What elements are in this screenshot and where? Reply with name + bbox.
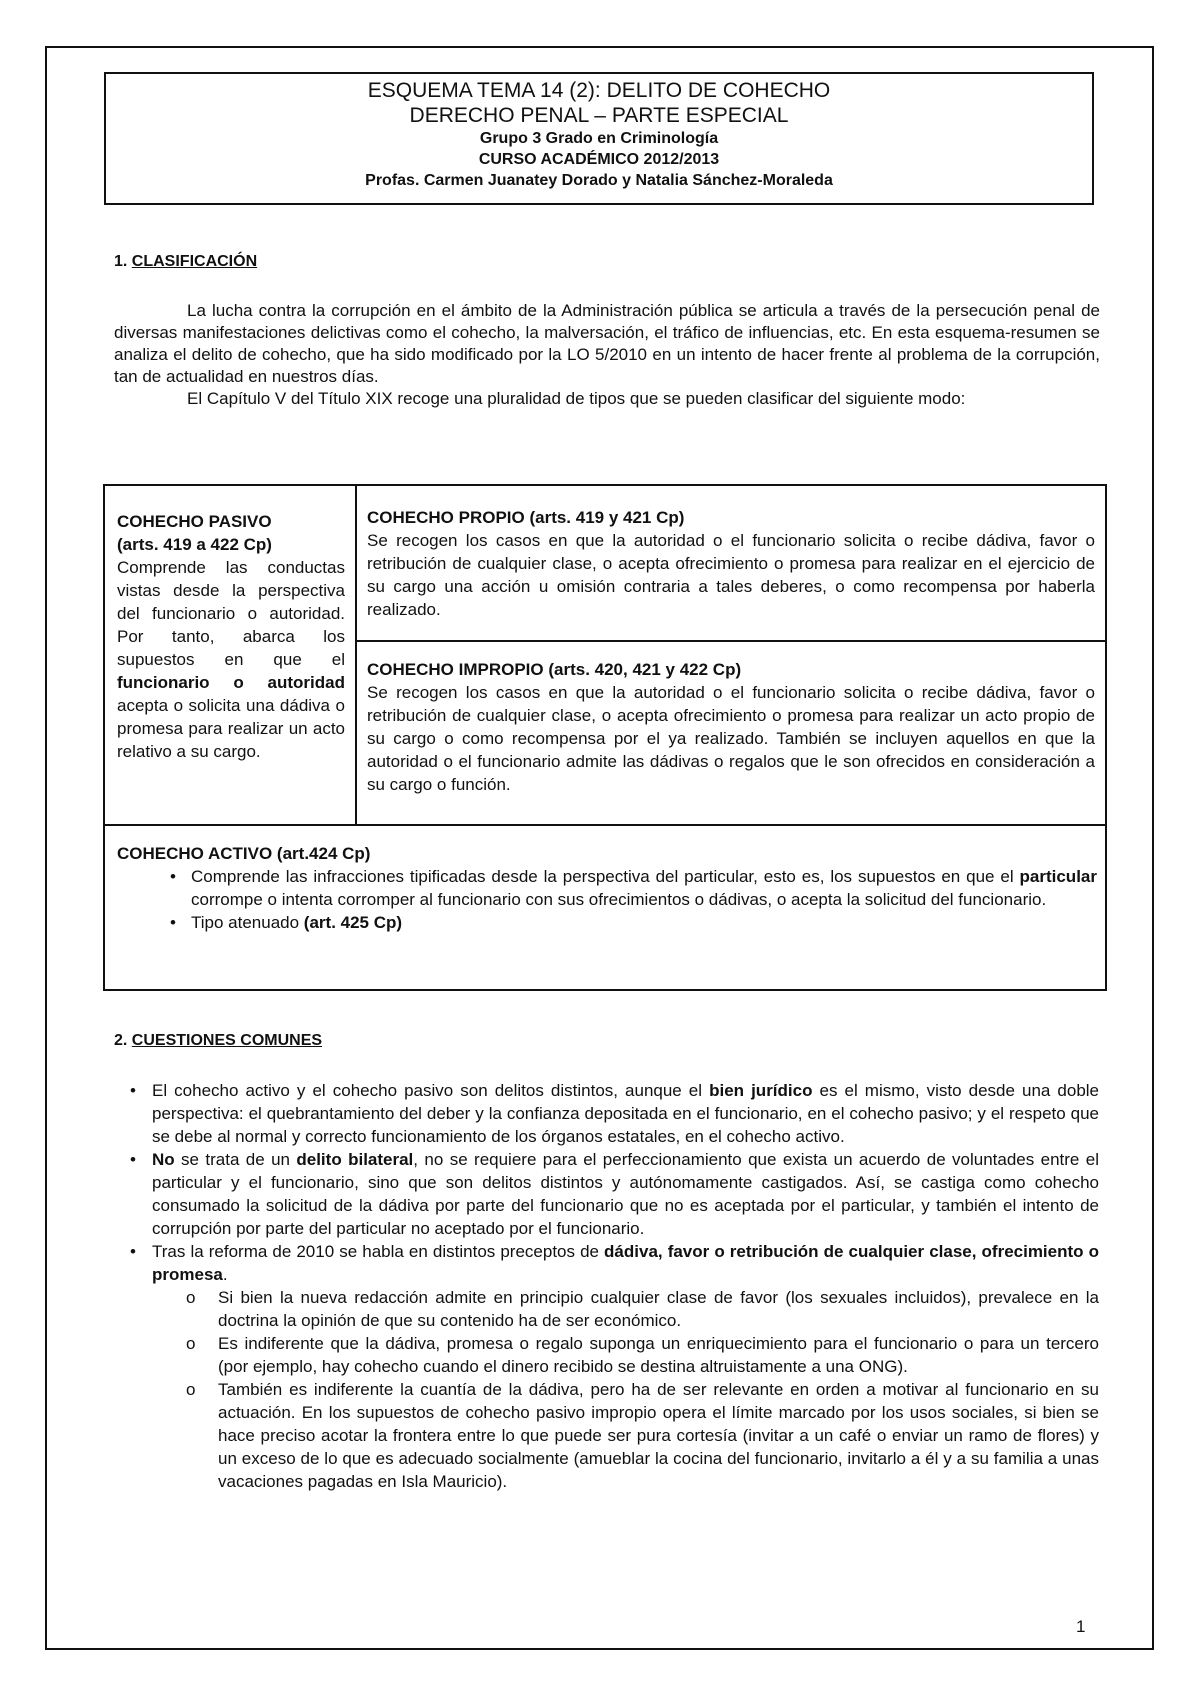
section-2-list (114, 1079, 1099, 1286)
section-1-body (114, 300, 1100, 410)
sub-bullet-icon: o (186, 1288, 196, 1307)
list-item (114, 1079, 1099, 1148)
pasivo-title: COHECHO PASIVO (117, 512, 272, 531)
activo-list (117, 865, 1097, 934)
s2-b2-b: , no se requiere para el perfeccionamiento que exista un acuerdo de voluntades entre el particular y el funcionario, sino que son delitos distintos y autónomamente castigados. Así, se castiga como cohecho consumado la solicitud de la dádiva por parte del funcionario que no es aceptada por el particular, y también el intento de corrupción por parte del particular no aceptado por el funcionario. (152, 1150, 1100, 1238)
bullet-icon: • (170, 867, 176, 886)
authors-line: Profas. Carmen Juanatey Dorado y Natalia Sánchez-Moraleda (365, 172, 833, 189)
list-item (117, 865, 1097, 911)
section-1-title: CLASIFICACIÓN (131, 253, 258, 270)
section-1-paragraph-2: El Capítulo V del Título XIX recoge una pluralidad de tipos que se pueden clasificar del siguiente modo: (187, 389, 966, 408)
s2-b1-b: es el mismo, visto desde una doble perspectiva: el quebrantamiento del deber y la confianza depositada en el funcionario, en el cohecho pasivo; y el respeto que se debe al normal y correcto funcionamiento de los órganos estatales, en el cohecho activo. (152, 1081, 1099, 1146)
section-2-body (114, 1079, 1099, 1493)
section-2-heading (114, 1032, 322, 1050)
sub-list-item (114, 1332, 1099, 1378)
list-item (117, 911, 1097, 934)
s2-b2-bold-2: delito bilateral (296, 1150, 414, 1169)
activo-bullet-2-a: Tipo atenuado (191, 913, 304, 932)
group-line: Grupo 3 Grado en Criminología (479, 130, 719, 147)
activo-bullet-1-b: corrompe o intenta corromper al funcionario con sus ofrecimientos o dádivas, o acepta la solicitud del funcionario. (191, 890, 1047, 909)
table-divider-vertical (355, 486, 357, 824)
s2-b3-b: . (222, 1265, 228, 1284)
s2-b2-bold-1: No (152, 1150, 175, 1169)
propio-title (367, 506, 1095, 529)
pasivo-text-a: Comprende las conductas vistas desde la perspectiva del funcionario o autoridad. Por tanto, abarca los supuestos en que el (117, 558, 345, 669)
page-number: 1 (1076, 1617, 1086, 1636)
bullet-icon: • (130, 1242, 136, 1261)
classification-table (103, 484, 1107, 991)
cell-cohecho-activo (117, 842, 1097, 934)
bullet-icon: • (130, 1150, 136, 1169)
sub-bullet-icon: o (186, 1334, 196, 1353)
impropio-text: Se recogen los casos en que la autoridad o el funcionario solicita o recibe dádiva, favor o retribución de cualquier clase, o acepta ofrecimiento o promesa para realizar un acto propio de su cargo o como recompensa por el ya realizado. También se incluyen aquellos en que la autoridad o el funcionario admite las dádivas o regalos que le son ofrecidos en consideración a su cargo o función. (367, 683, 1095, 794)
bullet-icon: • (170, 913, 176, 932)
section-2-title: CUESTIONES COMUNES (131, 1032, 323, 1049)
propio-title-b: arts. 419 y 421 Cp) (535, 508, 685, 527)
list-item (114, 1240, 1099, 1286)
document-subtitle: DERECHO PENAL – PARTE ESPECIAL (409, 104, 789, 127)
s2-b3-bold: dádiva, favor o retribución de cualquier clase, ofrecimiento o promesa (152, 1242, 1099, 1284)
s2-b1-a: El cohecho activo y el cohecho pasivo son delitos distintos, aunque el (152, 1081, 710, 1100)
s2-sub-3: También es indiferente la cuantía de la dádiva, pero ha de ser relevante en orden a motivar al funcionario en su actuación. En los supuestos de cohecho pasivo impropio opera el límite marcado por los usos sociales, si bien se hace preciso acotar la frontera entre lo que puede ser pura cortesía (invitar a un café o enviar un ramo de flores) y un exceso de lo que es adecuado socialmente (amueblar la cocina del funcionario, invitarlo a él y a su familia a unas vacaciones pagadas en Isla Mauricio). (218, 1380, 1099, 1491)
cell-cohecho-propio (367, 506, 1095, 621)
s2-b3-a: Tras la reforma de 2010 se habla en distintos preceptos de (152, 1242, 605, 1261)
s2-b1-bold: bien jurídico (709, 1081, 813, 1100)
sub-list-item (114, 1378, 1099, 1493)
propio-text: Se recogen los casos en que la autoridad o el funcionario solicita o recibe dádiva, favor o retribución de cualquier clase, o acepta ofrecimiento o promesa para realizar en el ejercicio de su cargo una acción u omisión contraria a tales deberes, o como recompensa por haberla realizado. (367, 531, 1095, 619)
section-1-heading (114, 253, 257, 271)
sub-list-item (114, 1286, 1099, 1332)
list-item (114, 1148, 1099, 1240)
header-box (104, 72, 1094, 205)
activo-title: COHECHO ACTIVO (art.424 Cp) (117, 844, 371, 863)
table-divider-horizontal (357, 640, 1105, 642)
section-2-sublist (114, 1286, 1099, 1493)
pasivo-arts: (arts. 419 a 422 Cp) (117, 535, 272, 554)
cell-cohecho-pasivo (117, 510, 345, 763)
propio-title-a: COHECHO PROPIO ( (367, 508, 536, 527)
section-1-paragraph-1: La lucha contra la corrupción en el ámbito de la Administración pública se articula a través de la persecución penal de diversas manifestaciones delictivas como el cohecho, la malversación, el tráfico de influencias, etc. En esta esquema-resumen se analiza el delito de cohecho, que ha sido modificado por la LO 5/2010 en un intento de hacer frente al problema de la corrupción, tan de actualidad en nuestros días. (114, 301, 1100, 386)
s2-sub-1: Si bien la nueva redacción admite en principio cualquier clase de favor (los sexuales incluidos), prevalece en la doctrina la opinión de que su contenido ha de ser económico. (218, 1288, 1099, 1330)
section-2-number: 2. (114, 1032, 132, 1049)
s2-sub-2: Es indiferente que la dádiva, promesa o regalo suponga un enriquecimiento para el funcionario o para un tercero (por ejemplo, hay cohecho cuando el dinero recibido se destina altruistamente a una ONG). (218, 1334, 1099, 1376)
sub-bullet-icon: o (186, 1380, 196, 1399)
bullet-icon: • (130, 1081, 136, 1100)
table-divider-horizontal-bottom (105, 824, 1105, 826)
pasivo-text (117, 556, 345, 763)
pasivo-text-b: acepta o solicita una dádiva o promesa para realizar un acto relativo a su cargo. (117, 696, 345, 761)
cell-cohecho-impropio (367, 658, 1095, 796)
document-title: ESQUEMA TEMA 14 (2): DELITO DE COHECHO (367, 79, 831, 102)
impropio-title: COHECHO IMPROPIO (arts. 420, 421 y 422 Cp) (367, 660, 742, 679)
activo-bullet-1-bold: particular (1019, 867, 1097, 886)
course-line: CURSO ACADÉMICO 2012/2013 (478, 151, 720, 168)
activo-bullet-2-bold: (art. 425 Cp) (303, 913, 403, 932)
s2-b2-a: se trata de un (174, 1150, 297, 1169)
section-1-number: 1. (114, 253, 132, 270)
activo-bullet-1-a: Comprende las infracciones tipificadas desde la perspectiva del particular, esto es, los supuestos en que el (191, 867, 1020, 886)
pasivo-text-bold: funcionario o autoridad (117, 673, 345, 692)
